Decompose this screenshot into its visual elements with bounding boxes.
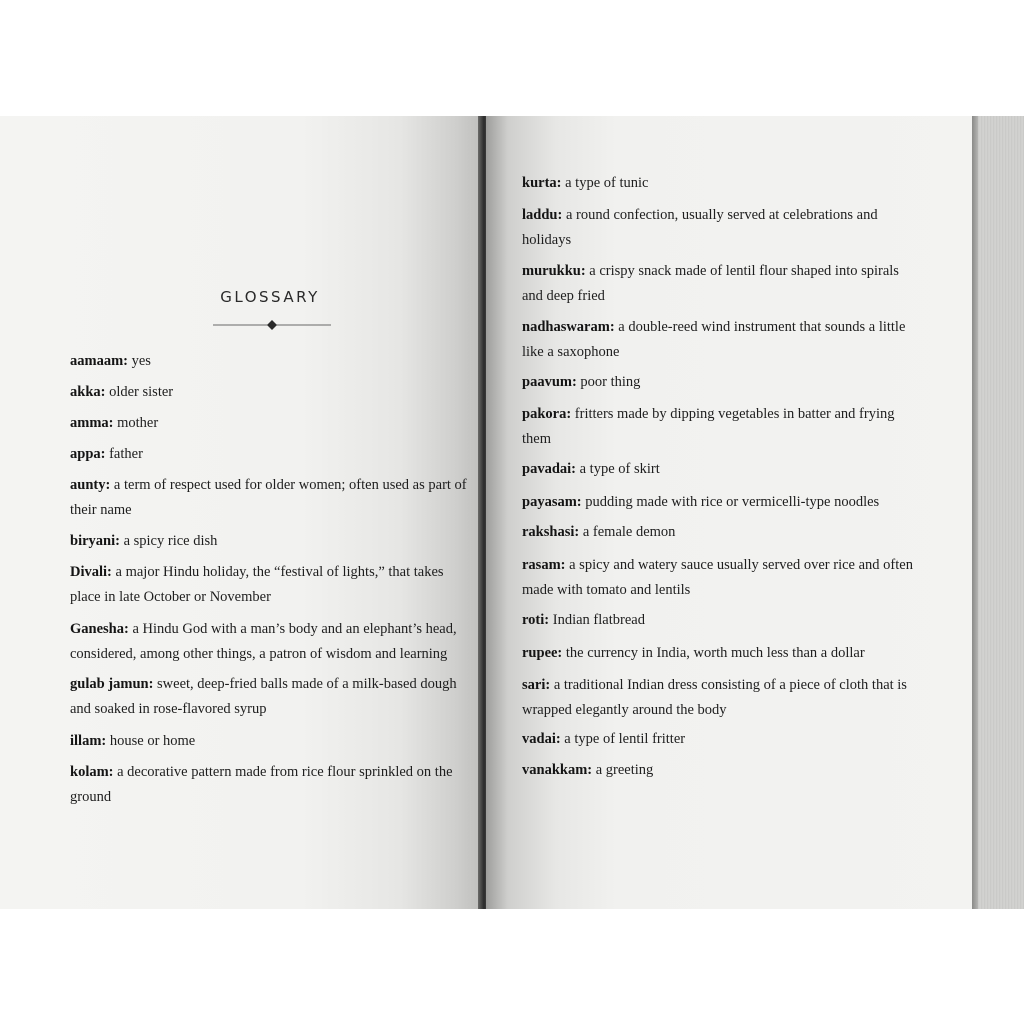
glossary-term: appa: [70, 446, 106, 462]
glossary-entry [522, 673, 916, 723]
glossary-term: amma: [70, 415, 114, 431]
glossary-entry [522, 203, 916, 253]
glossary-entry [70, 760, 468, 810]
glossary-definition: older sister [105, 384, 174, 400]
glossary-definition: fritters made by dipping vegetables in batter and frying them [522, 406, 895, 447]
glossary-entry [522, 553, 916, 603]
glossary-entry [522, 490, 916, 515]
glossary-definition: a type of tunic [561, 175, 649, 191]
glossary-term: aamaam: [70, 353, 128, 369]
glossary-heading: GLOSSARY [220, 288, 320, 306]
glossary-term: laddu: [522, 207, 563, 223]
glossary-term: vanakkam: [522, 762, 593, 778]
glossary-definition: a major Hindu holiday, the “festival of lights,” that takes place in late October or November [70, 564, 444, 605]
glossary-entry [522, 758, 916, 783]
glossary-definition: a crispy snack made of lentil flour shaped into spirals and deep fried [522, 263, 899, 304]
glossary-entry [70, 349, 468, 374]
diamond-rule-icon [213, 320, 331, 330]
glossary-definition: a Hindu God with a man’s body and an elephant’s head, considered, among other things, a patron of wisdom and learning [70, 621, 457, 662]
glossary-term: paavum: [522, 374, 577, 390]
page-edges [972, 116, 1024, 909]
glossary-term: roti: [522, 612, 550, 628]
glossary-term: rupee: [522, 645, 563, 661]
glossary-entry [522, 457, 916, 482]
glossary-term: sari: [522, 677, 551, 693]
glossary-definition: a spicy and watery sauce usually served over rice and often made with tomato and lentils [522, 557, 913, 598]
glossary-definition: house or home [106, 733, 196, 749]
glossary-definition: yes [128, 353, 151, 369]
glossary-term: illam: [70, 733, 107, 749]
glossary-definition: a spicy rice dish [119, 533, 218, 549]
glossary-entry [70, 617, 468, 667]
glossary-definition: the currency in India, worth much less than a dollar [562, 645, 865, 661]
glossary-definition: a term of respect used for older women; often used as part of their name [70, 477, 467, 518]
glossary-term: akka: [70, 384, 106, 400]
glossary-term: Divali: [70, 564, 112, 580]
page-edge-shadow [972, 116, 978, 909]
glossary-entry [522, 727, 916, 752]
glossary-term: rasam: [522, 557, 566, 573]
glossary-entry [70, 442, 468, 467]
glossary-definition: a type of lentil fritter [560, 731, 686, 747]
glossary-definition: sweet, deep-fried balls made of a milk-based dough and soaked in rose-flavored syrup [70, 676, 457, 717]
glossary-definition: a round confection, usually served at celebrations and holidays [522, 207, 878, 248]
glossary-term: payasam: [522, 494, 582, 510]
glossary-definition: poor thing [576, 374, 641, 390]
glossary-entry [70, 411, 468, 436]
glossary-term: kurta: [522, 175, 562, 191]
glossary-entry [70, 380, 468, 405]
glossary-term: biryani: [70, 533, 120, 549]
glossary-definition: a traditional Indian dress consisting of a piece of cloth that is wrapped elegantly around the body [522, 677, 907, 718]
glossary-term: Ganesha: [70, 621, 129, 637]
glossary-entry [70, 560, 468, 610]
glossary-definition: Indian flatbread [549, 612, 645, 628]
glossary-entry [70, 529, 468, 554]
glossary-definition: a female demon [579, 524, 676, 540]
glossary-definition: a type of skirt [576, 461, 660, 477]
glossary-term: pavadai: [522, 461, 576, 477]
glossary-term: nadhaswaram: [522, 319, 615, 335]
glossary-entry [522, 641, 916, 666]
glossary-definition: a double-reed wind instrument that sounds a little like a saxophone [522, 319, 906, 360]
glossary-term: murukku: [522, 263, 586, 279]
glossary-term: gulab jamun: [70, 676, 154, 692]
glossary-entry [522, 171, 916, 196]
glossary-entry [522, 315, 916, 365]
glossary-entry [522, 608, 916, 633]
glossary-entry [70, 672, 468, 722]
glossary-term: kolam: [70, 764, 114, 780]
glossary-entry [522, 370, 916, 395]
glossary-entry [522, 259, 916, 309]
glossary-definition: a greeting [592, 762, 654, 778]
glossary-definition: mother [113, 415, 159, 431]
glossary-definition: father [105, 446, 143, 462]
glossary-definition: a decorative pattern made from rice flour sprinkled on the ground [70, 764, 453, 805]
glossary-definition: pudding made with rice or vermicelli-type noodles [581, 494, 880, 510]
glossary-term: aunty: [70, 477, 111, 493]
glossary-entry [70, 729, 468, 754]
glossary-term: rakshasi: [522, 524, 580, 540]
glossary-entry [522, 402, 916, 452]
glossary-term: vadai: [522, 731, 561, 747]
glossary-term: pakora: [522, 406, 572, 422]
glossary-entry [70, 473, 468, 523]
glossary-entry [522, 520, 916, 545]
